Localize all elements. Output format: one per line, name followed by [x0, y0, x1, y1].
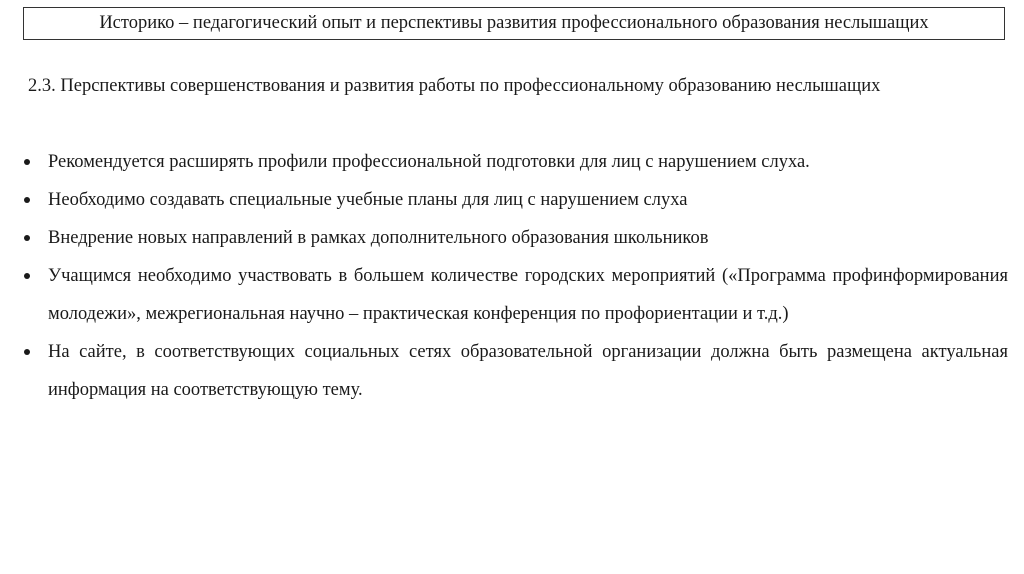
bullet-icon — [22, 181, 32, 219]
slide-title: Историко – педагогический опыт и перспективы развития профессионального образования неслышащих — [99, 13, 929, 33]
list-item — [22, 257, 1008, 333]
list-item — [22, 143, 1008, 181]
bullet-icon — [22, 333, 32, 371]
bullet-icon — [22, 143, 32, 181]
list-item-text: Учащимся необходимо участвовать в большем количестве городских мероприятий («Программа профинформирования молодежи», межрегиональная научно – практическая конференция по профориентации и т.д.) — [48, 266, 1008, 324]
list-item — [22, 219, 1008, 257]
section-heading: 2.3. Перспективы совершенствования и развития работы по профессиональному образованию неслышащих — [28, 76, 881, 96]
list-item-text: Внедрение новых направлений в рамках дополнительного образования школьников — [48, 228, 709, 248]
list-item — [22, 333, 1008, 409]
bullet-icon — [22, 219, 32, 257]
list-item-text: Рекомендуется расширять профили профессиональной подготовки для лиц с нарушением слуха. — [48, 152, 810, 172]
list-item-text: На сайте, в соответствующих социальных сетях образовательной организации должна быть размещена актуальная информация на соответствующую тему. — [48, 342, 1008, 400]
slide-title-box — [23, 7, 1005, 40]
list-item — [22, 181, 1008, 219]
bullet-icon — [22, 257, 32, 295]
bullet-list — [22, 143, 1008, 409]
list-item-text: Необходимо создавать специальные учебные планы для лиц с нарушением слуха — [48, 190, 688, 210]
